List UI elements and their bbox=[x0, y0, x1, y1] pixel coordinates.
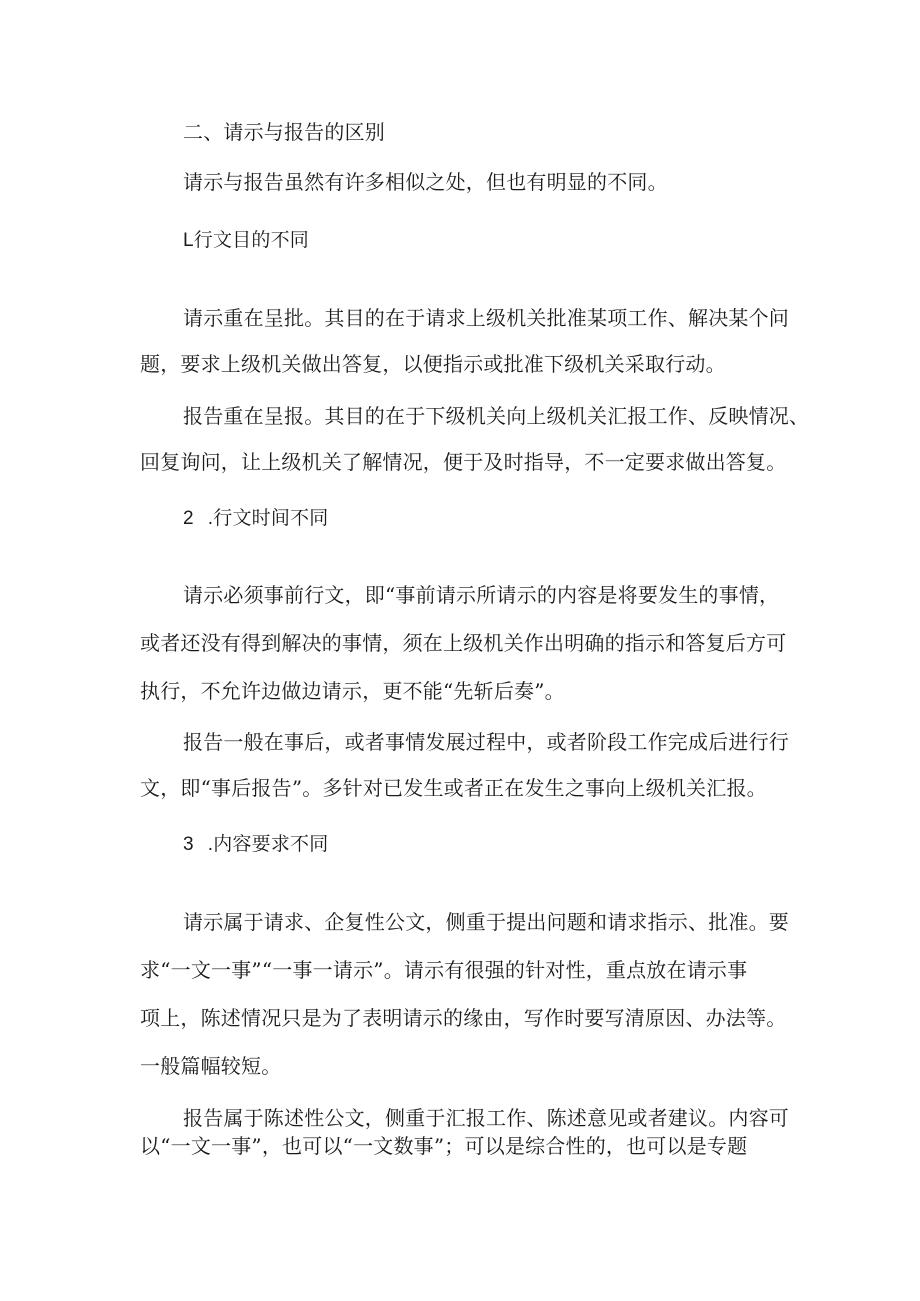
paragraph-3-line-3: 执行，不允许边做边请示，更不能“先斩后奏”。 bbox=[140, 679, 565, 703]
heading-2-text: .行文时间不同 bbox=[207, 508, 329, 529]
heading-3-number: 3 bbox=[183, 834, 194, 855]
paragraph-5-line-4: 一般篇幅较短。 bbox=[140, 1054, 282, 1078]
paragraph-2-line-1: 报告重在呈报。其目的在于下级机关向上级机关汇报工作、反映情况、 bbox=[183, 404, 810, 428]
intro-paragraph: 请示与报告虽然有许多相似之处，但也有明显的不同。 bbox=[183, 170, 668, 194]
paragraph-1-line-1: 请示重在呈批。其目的在于请求上级机关批准某项工作、解决某个问 bbox=[183, 306, 789, 330]
paragraph-3-line-2: 或者还没有得到解决的事情，须在上级机关作出明确的指示和答复后方可 bbox=[140, 631, 787, 655]
section-title: 二、请示与报告的区别 bbox=[183, 120, 385, 144]
heading-1: L行文目的不同 bbox=[183, 230, 309, 251]
heading-3-text: .内容要求不同 bbox=[207, 834, 329, 855]
heading-2-number: 2 bbox=[183, 508, 194, 529]
heading-3 bbox=[183, 833, 790, 857]
paragraph-5-line-2: 求“一文一事”“一事一请示”。请示有很强的针对性，重点放在请示事 bbox=[140, 958, 748, 982]
paragraph-2-line-2: 回复询问，让上级机关了解情况，便于及时指导，不一定要求做出答复。 bbox=[140, 450, 787, 474]
heading-2 bbox=[183, 507, 790, 531]
paragraph-4-line-2: 文，即“事后报告”。多针对已发生或者正在发生之事向上级机关汇报。 bbox=[140, 776, 767, 800]
paragraph-1-line-2: 题，要求上级机关做出答复，以便指示或批准下级机关采取行动。 bbox=[140, 352, 726, 376]
paragraph-6-line-1: 报告属于陈述性公文，侧重于汇报工作、陈述意见或者建议。内容可 bbox=[183, 1106, 789, 1130]
paragraph-5-line-3: 项上，陈述情况只是为了表明请示的缘由，写作时要写清原因、办法等。 bbox=[140, 1006, 787, 1030]
paragraph-3-line-1: 请示必须事前行文，即“事前请示所请示的内容是将要发生的事情， bbox=[183, 583, 780, 607]
paragraph-4-line-1: 报告一般在事后，或者事情发展过程中，或者阶段工作完成后进行行 bbox=[183, 730, 789, 754]
paragraph-5-line-1: 请示属于请求、企复性公文，侧重于提出问题和请求指示、批准。要 bbox=[183, 910, 789, 934]
paragraph-6-line-2: 以“一文一事”，也可以“一文数事”；可以是综合性的，也可以是专题 bbox=[140, 1134, 748, 1158]
